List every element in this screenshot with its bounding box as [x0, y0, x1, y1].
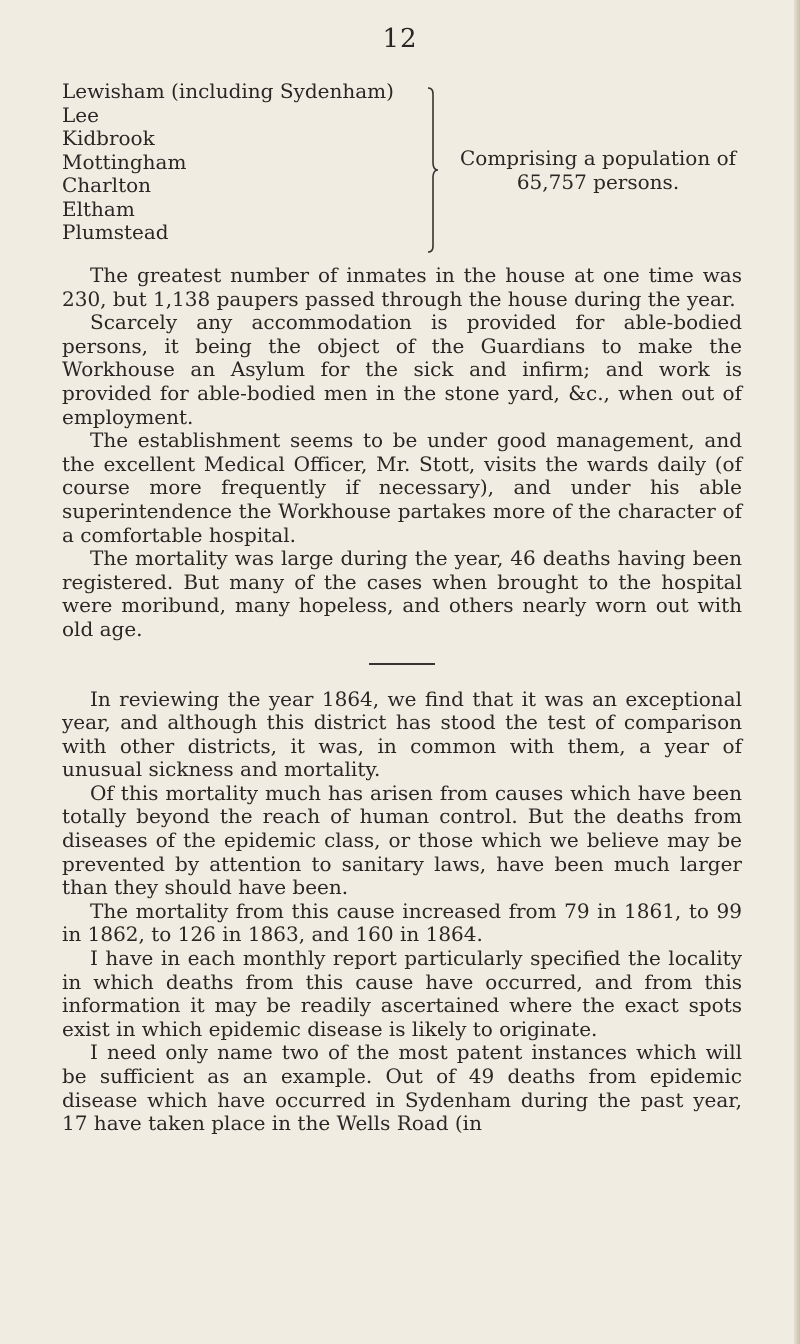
paragraph: Scarcely any accommodation is provided for able-bodied persons, it being the object of the Guardians to make the Workhouse an Asylum for the sick and infirm; and work is provided for able-bodied men in the stone yard, &c., when out of employment.	[62, 310, 742, 429]
body-text	[62, 264, 742, 1136]
district-item: Lewisham (including Sydenham)	[62, 79, 394, 103]
page-number: 12	[382, 24, 418, 54]
paragraph: The mortality from this cause increased from 79 in 1861, to 99 in 1862, to 126 in 1863, and 160 in 1864.	[62, 898, 742, 947]
curly-brace-icon	[426, 86, 440, 254]
district-item: Charlton	[62, 173, 152, 197]
paragraph: Of this mortality much has arisen from causes which have been totally beyond the reach of human control. But the deaths from diseases of the epidemic class, or those which we believe may be prevented by attention to sanitary laws, have been much larger than they should have been.	[62, 780, 742, 900]
paragraph: The mortality was large during the year, 46 deaths having been registered. But many of the cases when brought to the hospital were moribund, many hopeless, and others nearly worn out with old age.	[62, 546, 742, 641]
page-edge	[794, 0, 800, 1344]
district-item: Plumstead	[62, 220, 169, 244]
paragraph: In reviewing the year 1864, we find that it was an exceptional year, and although this district has stood the test of comparison with other districts, it was, in common with them, a year of unusual sickness and mortality.	[62, 686, 742, 782]
paragraph: I have in each monthly report particularly specified the locality in which deaths from this cause have occurred, and from this information it may be readily ascertained where the exact spots exist in which epidemic disease is likely to originate.	[62, 946, 742, 1041]
paragraph: I need only name two of the most patent instances which will be sufficient as an example. Out of 49 deaths from epidemic disease which have occurred in Sydenham during the past year, 17 have taken place in the Wells Road (in	[62, 1040, 742, 1136]
district-item: Kidbrook	[62, 126, 155, 150]
district-item: Eltham	[62, 196, 135, 221]
district-list	[62, 80, 394, 245]
population-note: Comprising a population of 65,757 persons.	[459, 146, 737, 194]
district-item: Mottingham	[62, 149, 187, 174]
paragraph: The greatest number of inmates in the house at one time was 230, but 1,138 paupers passed through the house during the year.	[62, 263, 742, 311]
paragraph: The establishment seems to be under good management, and the excellent Medical Officer, Mr. Stott, visits the wards daily (of course more frequently if necessary), and under his able superintendence the Workhouse partakes more of the character of a comfortable hospital.	[62, 428, 742, 547]
section-divider	[369, 663, 435, 665]
district-item: Lee	[62, 102, 99, 127]
